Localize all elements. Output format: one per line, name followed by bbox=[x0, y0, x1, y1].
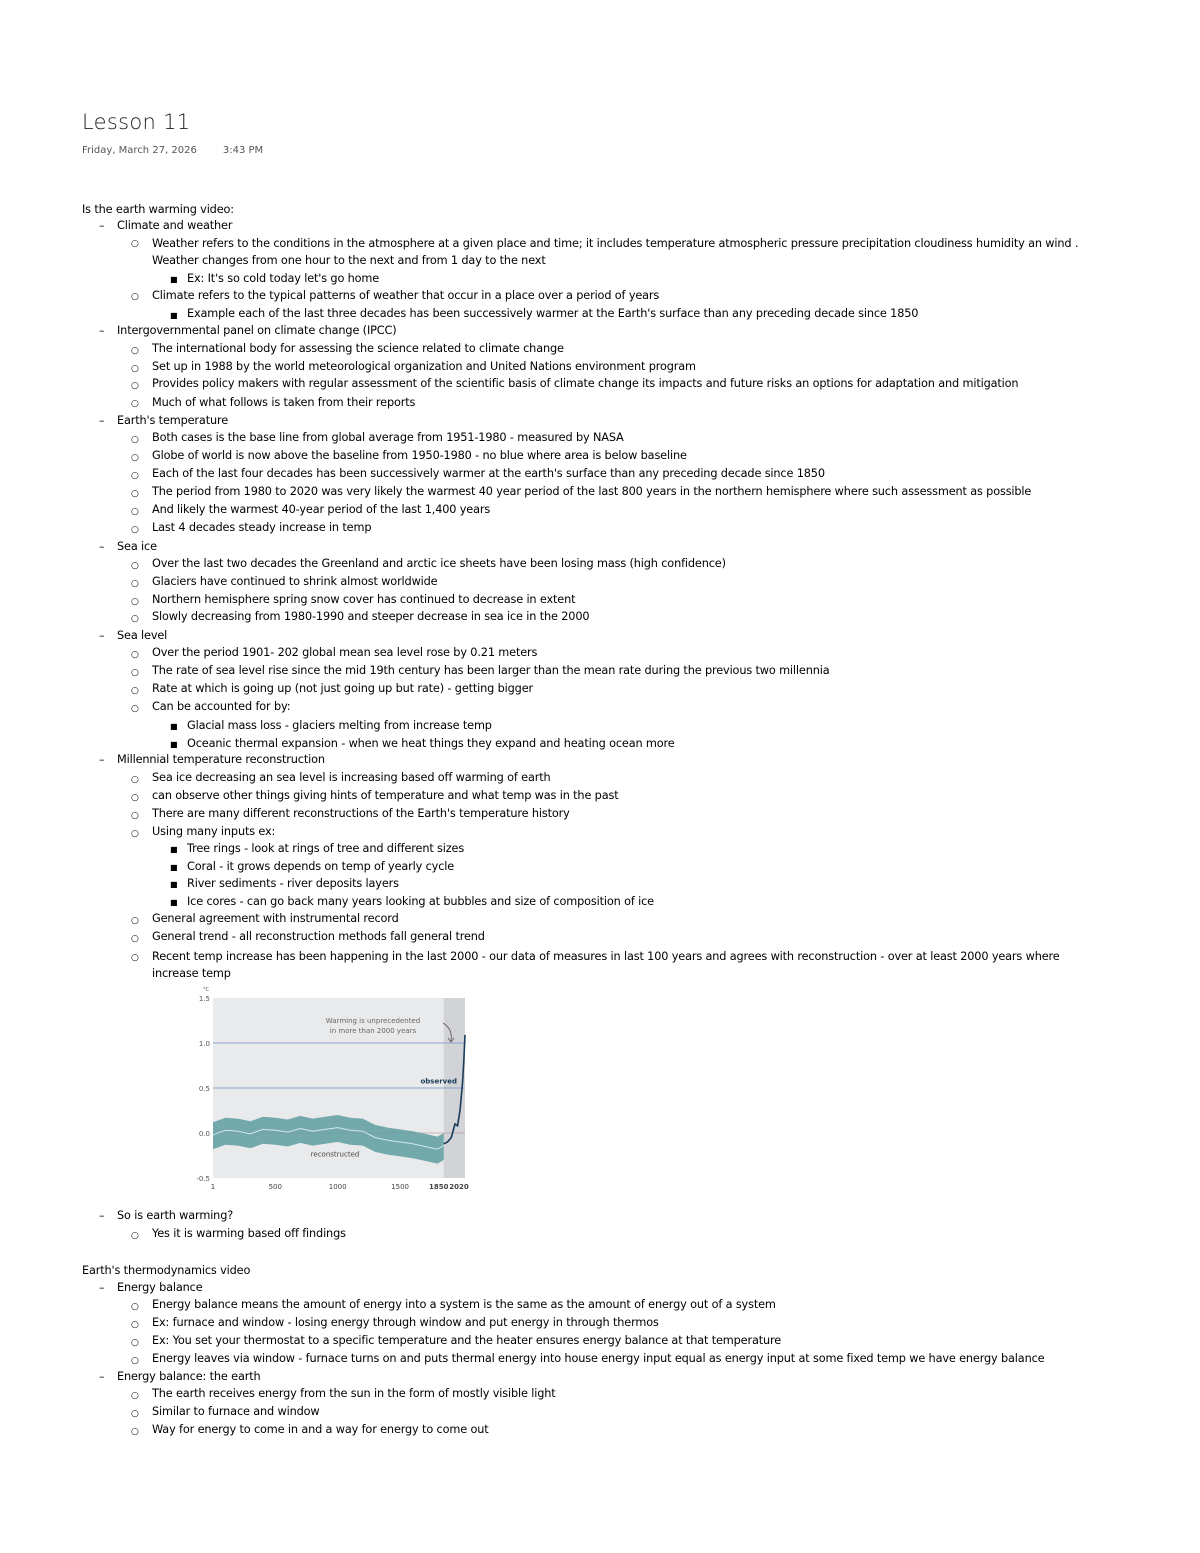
circle-bullet: ○ bbox=[131, 292, 139, 302]
list-item: Rate at which is going up (not just going up but rate) - getting bigger bbox=[152, 682, 533, 695]
list-item: Yes it is warming based off findings bbox=[152, 1227, 346, 1240]
list-item: Energy leaves via window - furnace turns on and puts thermal energy into house energy input equal as energy input at some fixed temp we have energy balance bbox=[152, 1352, 1045, 1365]
dash-bullet: – bbox=[99, 324, 105, 337]
square-bullet: ■ bbox=[170, 845, 178, 854]
x-tick-label: 1000 bbox=[328, 1183, 347, 1191]
list-item: Sea ice decreasing an sea level is increasing based off warming of earth bbox=[152, 771, 551, 784]
annotation-line-1: Warming is unprecedented bbox=[325, 1017, 421, 1025]
list-item: Last 4 decades steady increase in temp bbox=[152, 521, 372, 534]
circle-bullet: ○ bbox=[131, 1409, 139, 1419]
circle-bullet: ○ bbox=[131, 614, 139, 624]
dash-bullet: – bbox=[99, 219, 105, 232]
list-item: Example each of the last three decades has been successively warmer at the Earth's surface than any preceding decade since 1850 bbox=[187, 307, 919, 320]
circle-bullet: ○ bbox=[131, 1391, 139, 1401]
square-bullet: ■ bbox=[170, 311, 178, 320]
list-item: Recent temp increase has been happening in the last 2000 - our data of measures in last 100 years and agrees with reconstruction - over at least 2000 years where increase temp bbox=[152, 950, 1060, 980]
list-item: Provides policy makers with regular assessment of the scientific basis of climate change its impacts and future risks an options for adaptation and mitigation bbox=[152, 377, 1019, 390]
dash-bullet: – bbox=[99, 414, 105, 427]
circle-bullet: ○ bbox=[131, 1356, 139, 1366]
circle-bullet: ○ bbox=[131, 811, 139, 821]
list-item: Northern hemisphere spring snow cover has continued to decrease in extent bbox=[152, 593, 576, 606]
circle-bullet: ○ bbox=[131, 1427, 139, 1437]
square-bullet: ■ bbox=[170, 898, 178, 907]
x-tick-label: 1850 bbox=[429, 1183, 449, 1191]
circle-bullet: ○ bbox=[131, 953, 139, 963]
observed-label: observed bbox=[420, 1077, 457, 1086]
page-date: Friday, March 27, 2026 bbox=[82, 145, 197, 156]
square-bullet: ■ bbox=[170, 722, 178, 731]
list-item: Can be accounted for by: bbox=[152, 700, 291, 713]
circle-bullet: ○ bbox=[131, 346, 139, 356]
list-item: Ex: You set your thermostat to a specific temperature and the heater ensures energy balance at that temperature bbox=[152, 1334, 782, 1347]
circle-bullet: ○ bbox=[131, 507, 139, 517]
circle-bullet: ○ bbox=[131, 650, 139, 660]
circle-bullet: ○ bbox=[131, 471, 139, 481]
circle-bullet: ○ bbox=[131, 489, 139, 499]
list-item: can observe other things giving hints of temperature and what temp was in the past bbox=[152, 789, 619, 802]
square-bullet: ■ bbox=[170, 275, 178, 284]
circle-bullet: ○ bbox=[131, 934, 139, 944]
square-bullet: ■ bbox=[170, 863, 178, 872]
x-tick-label: 1 bbox=[210, 1183, 216, 1191]
list-item: Energy balance means the amount of energy into a system is the same as the amount of energy out of a system bbox=[152, 1298, 776, 1311]
x-tick-label: 2020 bbox=[449, 1183, 469, 1191]
list-item: Energy balance: the earth bbox=[117, 1370, 261, 1383]
list-item: Ex: It's so cold today let's go home bbox=[187, 272, 380, 285]
circle-bullet: ○ bbox=[131, 829, 139, 839]
dash-bullet: – bbox=[99, 629, 105, 642]
x-tick-label: 1500 bbox=[391, 1183, 410, 1191]
y-tick-label: 1.5 bbox=[198, 995, 210, 1003]
circle-bullet: ○ bbox=[131, 1338, 139, 1348]
section-heading: Earth's thermodynamics video bbox=[82, 1264, 251, 1277]
circle-bullet: ○ bbox=[131, 686, 139, 696]
circle-bullet: ○ bbox=[131, 916, 139, 926]
list-item: Over the last two decades the Greenland and arctic ice sheets have been losing mass (high confidence) bbox=[152, 557, 726, 570]
list-item: Set up in 1988 by the world meteorological organization and United Nations environment program bbox=[152, 360, 696, 373]
circle-bullet: ○ bbox=[131, 561, 139, 571]
page-title: Lesson 11 bbox=[82, 110, 191, 134]
list-item: Glaciers have continued to shrink almost worldwide bbox=[152, 575, 438, 588]
y-axis-label: °C bbox=[203, 987, 209, 993]
circle-bullet: ○ bbox=[131, 381, 139, 391]
list-item: So is earth warming? bbox=[117, 1209, 234, 1222]
list-item: Tree rings - look at rings of tree and different sizes bbox=[187, 842, 465, 855]
list-item: Using many inputs ex: bbox=[152, 825, 276, 838]
circle-bullet: ○ bbox=[131, 525, 139, 535]
list-item: Sea level bbox=[117, 629, 168, 642]
list-item: Ice cores - can go back many years looking at bubbles and size of composition of ice bbox=[187, 895, 654, 908]
list-item: Oceanic thermal expansion - when we heat things they expand and heating ocean more bbox=[187, 737, 675, 750]
y-tick-label: 1.0 bbox=[198, 1040, 210, 1048]
section-heading: Is the earth warming video: bbox=[82, 203, 234, 216]
list-item: Over the period 1901- 202 global mean sea level rose by 0.21 meters bbox=[152, 646, 538, 659]
dash-bullet: – bbox=[99, 540, 105, 553]
list-item: Intergovernmental panel on climate change (IPCC) bbox=[117, 324, 397, 337]
list-item: Ex: furnace and window - losing energy through window and put energy in through thermos bbox=[152, 1316, 659, 1329]
list-item: The period from 1980 to 2020 was very likely the warmest 40 year period of the last 800 years in the northern hemisphere where such assessment as possible bbox=[152, 485, 1032, 498]
list-item: Climate refers to the typical patterns of weather that occur in a place over a period of years bbox=[152, 289, 660, 302]
circle-bullet: ○ bbox=[131, 399, 139, 409]
square-bullet: ■ bbox=[170, 880, 178, 889]
list-item: Slowly decreasing from 1980-1990 and steeper decrease in sea ice in the 2000 bbox=[152, 610, 590, 623]
temperature-reconstruction-chart bbox=[195, 983, 485, 1198]
list-item: Way for energy to come in and a way for energy to come out bbox=[152, 1423, 489, 1436]
y-tick-label: -0.5 bbox=[196, 1175, 210, 1183]
x-tick-label: 500 bbox=[268, 1183, 282, 1191]
list-item: Much of what follows is taken from their reports bbox=[152, 396, 416, 409]
list-item: Earth's temperature bbox=[117, 414, 229, 427]
list-item: General agreement with instrumental record bbox=[152, 912, 399, 925]
circle-bullet: ○ bbox=[131, 793, 139, 803]
dash-bullet: – bbox=[99, 1370, 105, 1383]
dash-bullet: – bbox=[99, 1209, 105, 1222]
list-item: Sea ice bbox=[117, 540, 157, 553]
list-item: The international body for assessing the science related to climate change bbox=[152, 342, 564, 355]
dash-bullet: – bbox=[99, 1281, 105, 1294]
list-item: The rate of sea level rise since the mid 19th century has been larger than the mean rate during the previous two millennia bbox=[152, 664, 830, 677]
list-item: And likely the warmest 40-year period of the last 1,400 years bbox=[152, 503, 491, 516]
circle-bullet: ○ bbox=[131, 775, 139, 785]
circle-bullet: ○ bbox=[131, 668, 139, 678]
list-item: Each of the last four decades has been successively warmer at the earth's surface than any preceding decade since 1850 bbox=[152, 467, 825, 480]
circle-bullet: ○ bbox=[131, 1231, 139, 1241]
circle-bullet: ○ bbox=[131, 1320, 139, 1330]
y-tick-label: 0.0 bbox=[198, 1130, 210, 1138]
list-item: General trend - all reconstruction methods fall general trend bbox=[152, 930, 485, 943]
circle-bullet: ○ bbox=[131, 1302, 139, 1312]
list-item: Glacial mass loss - glaciers melting from increase temp bbox=[187, 719, 492, 732]
list-item: Globe of world is now above the baseline from 1950-1980 - no blue where area is below baseline bbox=[152, 449, 687, 462]
circle-bullet: ○ bbox=[131, 597, 139, 607]
list-item: Weather refers to the conditions in the atmosphere at a given place and time; it includes temperature atmospheric pressure precipitation cloudiness humidity an wind . Weather changes from one hour to the next and from 1 day to the next bbox=[152, 237, 1079, 267]
page-datetime bbox=[82, 145, 263, 156]
circle-bullet: ○ bbox=[131, 364, 139, 374]
list-item: Coral - it grows depends on temp of yearly cycle bbox=[187, 860, 455, 873]
circle-bullet: ○ bbox=[131, 704, 139, 714]
list-item: River sediments - river deposits layers bbox=[187, 877, 399, 890]
list-item: Millennial temperature reconstruction bbox=[117, 753, 325, 766]
list-item: Energy balance bbox=[117, 1281, 203, 1294]
list-item: There are many different reconstructions of the Earth's temperature history bbox=[152, 807, 570, 820]
reconstructed-label: reconstructed bbox=[310, 1150, 360, 1159]
list-item: Similar to furnace and window bbox=[152, 1405, 320, 1418]
square-bullet: ■ bbox=[170, 740, 178, 749]
circle-bullet: ○ bbox=[131, 579, 139, 589]
circle-bullet: ○ bbox=[131, 239, 139, 249]
y-tick-label: 0.5 bbox=[198, 1085, 210, 1093]
annotation-line-2: in more than 2000 years bbox=[329, 1027, 417, 1035]
list-item: The earth receives energy from the sun in the form of mostly visible light bbox=[152, 1387, 556, 1400]
circle-bullet: ○ bbox=[131, 435, 139, 445]
list-item: Both cases is the base line from global average from 1951-1980 - measured by NASA bbox=[152, 431, 624, 444]
list-item: Climate and weather bbox=[117, 219, 233, 232]
circle-bullet: ○ bbox=[131, 453, 139, 463]
page-time: 3:43 PM bbox=[222, 145, 264, 156]
dash-bullet: – bbox=[99, 753, 105, 766]
